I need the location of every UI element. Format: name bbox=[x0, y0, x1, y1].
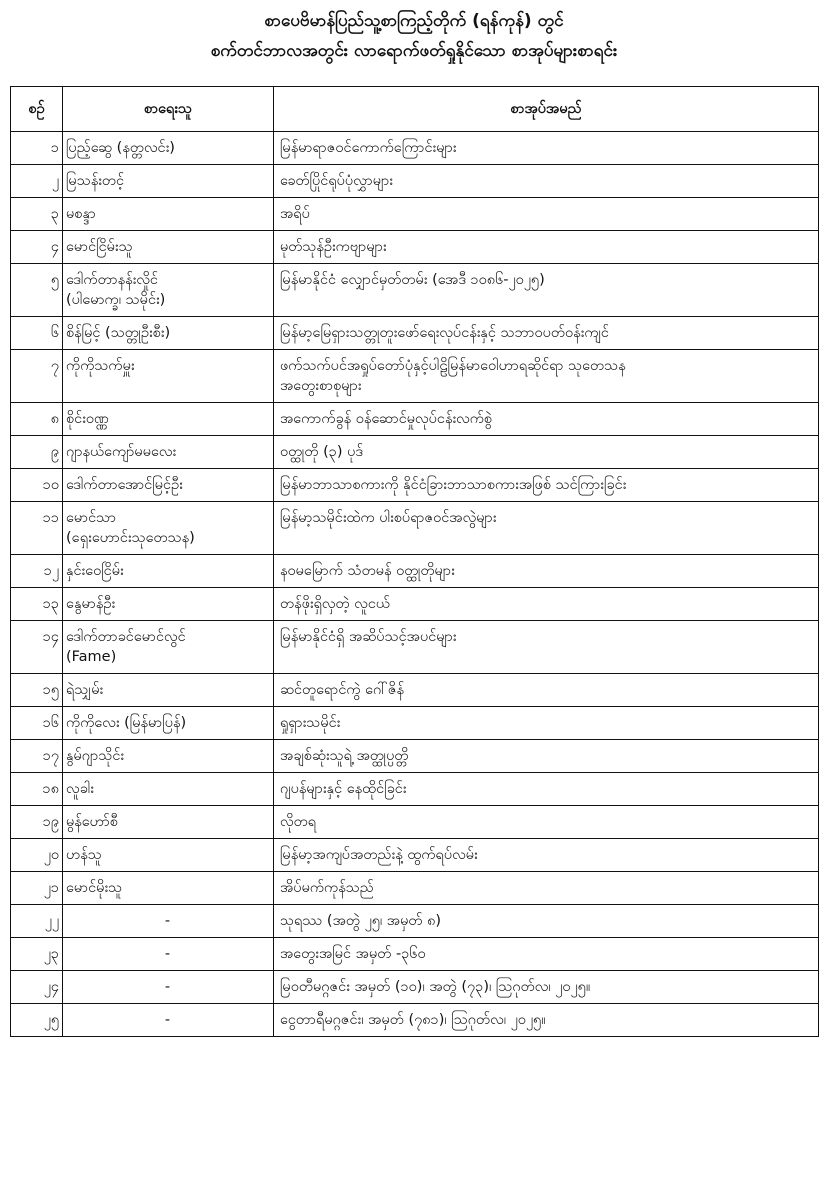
row-number: ၂၃ bbox=[11, 938, 63, 971]
row-book-title: ဂျပန်များနှင့် နေထိုင်ခြင်း bbox=[274, 773, 819, 806]
table-row bbox=[11, 773, 819, 806]
row-book-title: သုရဿ (အတွဲ ၂၅၊ အမှတ် ၈) bbox=[274, 905, 819, 938]
row-number: ၁၅ bbox=[11, 674, 63, 707]
table-row bbox=[11, 588, 819, 621]
row-number: ၆ bbox=[11, 317, 63, 350]
column-header-title: စာအုပ်အမည် bbox=[274, 87, 819, 132]
row-number: ၁၃ bbox=[11, 588, 63, 621]
row-book-title: မုတ်သုန်ဦးကဗျာများ bbox=[274, 231, 819, 264]
row-book-title: ဖက်သက်ပင်အရှုပ်တော်ပုံနှင့်ပါဠိမြန်မာဝေါဟာရဆိုင်ရာ သုတေသန အတွေးစာစုများ bbox=[274, 350, 819, 403]
table-row bbox=[11, 436, 819, 469]
document-title-line2: စက်တင်ဘာလအတွင်း လာရောက်ဖတ်ရှုနိုင်သော စာအုပ်များစာရင်း bbox=[210, 41, 618, 61]
table-row bbox=[11, 165, 819, 198]
table-row bbox=[11, 198, 819, 231]
row-number: ၇ bbox=[11, 350, 63, 403]
row-author: ဂျာနယ်ကျော်မမလေး bbox=[63, 436, 274, 469]
table-row bbox=[11, 469, 819, 502]
row-author: မစန္ဒာ bbox=[63, 198, 274, 231]
row-author: - bbox=[63, 1004, 274, 1037]
row-number: ၁၂ bbox=[11, 555, 63, 588]
row-number: ၂ bbox=[11, 165, 63, 198]
table-row bbox=[11, 231, 819, 264]
table-row bbox=[11, 132, 819, 165]
row-book-title: ဆင်တူရောင်ကွဲ ဂေါ်ဇိန် bbox=[274, 674, 819, 707]
table-row bbox=[11, 905, 819, 938]
row-book-title: မြန်မာနိုင်ငံရှိ အဆိပ်သင့်အပင်များ bbox=[274, 621, 819, 674]
row-number: ၂၀ bbox=[11, 839, 63, 872]
row-author: စိုင်းဝဏ္ဏ bbox=[63, 403, 274, 436]
row-book-title: မြန်မာ့သမိုင်းထဲက ပါးစပ်ရာဇဝင်အလွဲများ bbox=[274, 502, 819, 555]
row-number: ၁၀ bbox=[11, 469, 63, 502]
row-number: ၁၇ bbox=[11, 740, 63, 773]
row-author: ရဲသျှမ်း bbox=[63, 674, 274, 707]
row-book-title: အိပ်မက်ကုန်သည် bbox=[274, 872, 819, 905]
table-row bbox=[11, 403, 819, 436]
row-author: ကိုကိုလေး (မြန်မာပြန်) bbox=[63, 707, 274, 740]
row-number: ၁၉ bbox=[11, 806, 63, 839]
row-book-title: အတွေးအမြင် အမှတ် -၃၆၀ bbox=[274, 938, 819, 971]
row-book-title: လိုတရ bbox=[274, 806, 819, 839]
row-author: မောင်ငြိမ်းသူ bbox=[63, 231, 274, 264]
row-number: ၂၄ bbox=[11, 971, 63, 1004]
row-number: ၄ bbox=[11, 231, 63, 264]
row-author: ပြည့်ဆွေ (နတ္တလင်း) bbox=[63, 132, 274, 165]
row-number: ၂၅ bbox=[11, 1004, 63, 1037]
row-author: မောင်သာ (ရှေးဟောင်းသုတေသန) bbox=[63, 502, 274, 555]
row-number: ၂၂ bbox=[11, 905, 63, 938]
column-header-author: စာရေးသူ bbox=[63, 87, 274, 132]
document-title-line1: စာပေဗိမာန်ပြည်သူ့စာကြည့်တိုက် (ရန်ကုန်) တွင် bbox=[264, 11, 564, 31]
row-author: မွန်ဟော်စီ bbox=[63, 806, 274, 839]
row-number: ၂၁ bbox=[11, 872, 63, 905]
table-row bbox=[11, 350, 819, 403]
row-book-title: ငွေတာရီမဂ္ဂဇင်း၊ အမှတ် (၇၈၁)၊ ဩဂုတ်လ၊ ၂၀၂၅။ bbox=[274, 1004, 819, 1037]
row-author: လူခါး bbox=[63, 773, 274, 806]
row-author: နွမ်ဂျာသိုင်း bbox=[63, 740, 274, 773]
table-row bbox=[11, 707, 819, 740]
row-number: ၁၄ bbox=[11, 621, 63, 674]
row-number: ၁၈ bbox=[11, 773, 63, 806]
row-number: ၉ bbox=[11, 436, 63, 469]
row-number: ၁ bbox=[11, 132, 63, 165]
row-book-title: မြဝတီမဂ္ဂဇင်း အမှတ် (၁၀)၊ အတွဲ (၇၃)၊ ဩဂုတ်လ၊ ၂၀၂၅။ bbox=[274, 971, 819, 1004]
column-header-number: စဉ် bbox=[11, 87, 63, 132]
row-number: ၁၆ bbox=[11, 707, 63, 740]
table-row bbox=[11, 674, 819, 707]
row-author: ဒေါက်တာအောင်မြင့်ဦး bbox=[63, 469, 274, 502]
row-author: နှင်းဝေငြိမ်း bbox=[63, 555, 274, 588]
row-book-title: အရိပ် bbox=[274, 198, 819, 231]
row-number: ၅ bbox=[11, 264, 63, 317]
table-row bbox=[11, 317, 819, 350]
row-author: - bbox=[63, 938, 274, 971]
row-author: - bbox=[63, 905, 274, 938]
table-row bbox=[11, 621, 819, 674]
row-author: ဟန်သူ bbox=[63, 839, 274, 872]
row-author: စိန်မြင့် (သတ္တုဦးစီး) bbox=[63, 317, 274, 350]
row-book-title: အချစ်ဆုံးသူရဲ့ အတ္ထုပ္ပတ္တိ bbox=[274, 740, 819, 773]
row-book-title: နဝမမြောက် သံတမန် ဝတ္ထုတိုများ bbox=[274, 555, 819, 588]
row-author: - bbox=[63, 971, 274, 1004]
row-book-title: မြန်မာရာဇဝင်ကောက်ကြောင်းများ bbox=[274, 132, 819, 165]
row-book-title: အကောက်ခွန် ဝန်ဆောင်မှုလုပ်ငန်းလက်စွဲ bbox=[274, 403, 819, 436]
row-book-title: မြန်မာ့မြေရှားသတ္တုတူးဖော်ရေးလုပ်ငန်းနှင့် သဘာဝပတ်ဝန်းကျင် bbox=[274, 317, 819, 350]
table-row bbox=[11, 971, 819, 1004]
row-author: မောင်မိုးသူ bbox=[63, 872, 274, 905]
row-author: ဒေါက်တာနန်းလှိုင် (ပါမောက္ခ၊ သမိုင်း) bbox=[63, 264, 274, 317]
table-row bbox=[11, 872, 819, 905]
table-row bbox=[11, 740, 819, 773]
row-book-title: မြန်မာ့အကျပ်အတည်းနဲ့ ထွက်ရပ်လမ်း bbox=[274, 839, 819, 872]
table-row bbox=[11, 806, 819, 839]
row-book-title: ဝတ္ထုတို (၃) ပုဒ် bbox=[274, 436, 819, 469]
row-book-title: တန်ဖိုးရှိလှတဲ့ လူငယ် bbox=[274, 588, 819, 621]
table-row bbox=[11, 1004, 819, 1037]
row-author: နွေမာန်ဦး bbox=[63, 588, 274, 621]
row-author: ဒေါက်တာခင်မောင်လွင် (Fame) bbox=[63, 621, 274, 674]
row-book-title: မြန်မာဘာသာစကားကို နိုင်ငံခြားဘာသာစကားအဖြစ် သင်ကြားခြင်း bbox=[274, 469, 819, 502]
row-book-title: မြန်မာနိုင်ငံ လျှောင်မှတ်တမ်း (အေဒီ ၁၀၈၆-၂၀၂၅) bbox=[274, 264, 819, 317]
table-row bbox=[11, 839, 819, 872]
row-author: ကိုကိုသက်မှူး bbox=[63, 350, 274, 403]
book-list-table bbox=[10, 86, 819, 1037]
table-row bbox=[11, 938, 819, 971]
row-number: ၁၁ bbox=[11, 502, 63, 555]
row-author: မြသန်းတင့် bbox=[63, 165, 274, 198]
row-number: ၃ bbox=[11, 198, 63, 231]
row-number: ၈ bbox=[11, 403, 63, 436]
row-book-title: ခေတ်ပြိုင်ရုပ်ပုံလွှာများ bbox=[274, 165, 819, 198]
table-row bbox=[11, 555, 819, 588]
table-row bbox=[11, 264, 819, 317]
row-book-title: ရှုရှားသမိုင်း bbox=[274, 707, 819, 740]
table-row bbox=[11, 502, 819, 555]
table-header-row bbox=[11, 87, 819, 132]
